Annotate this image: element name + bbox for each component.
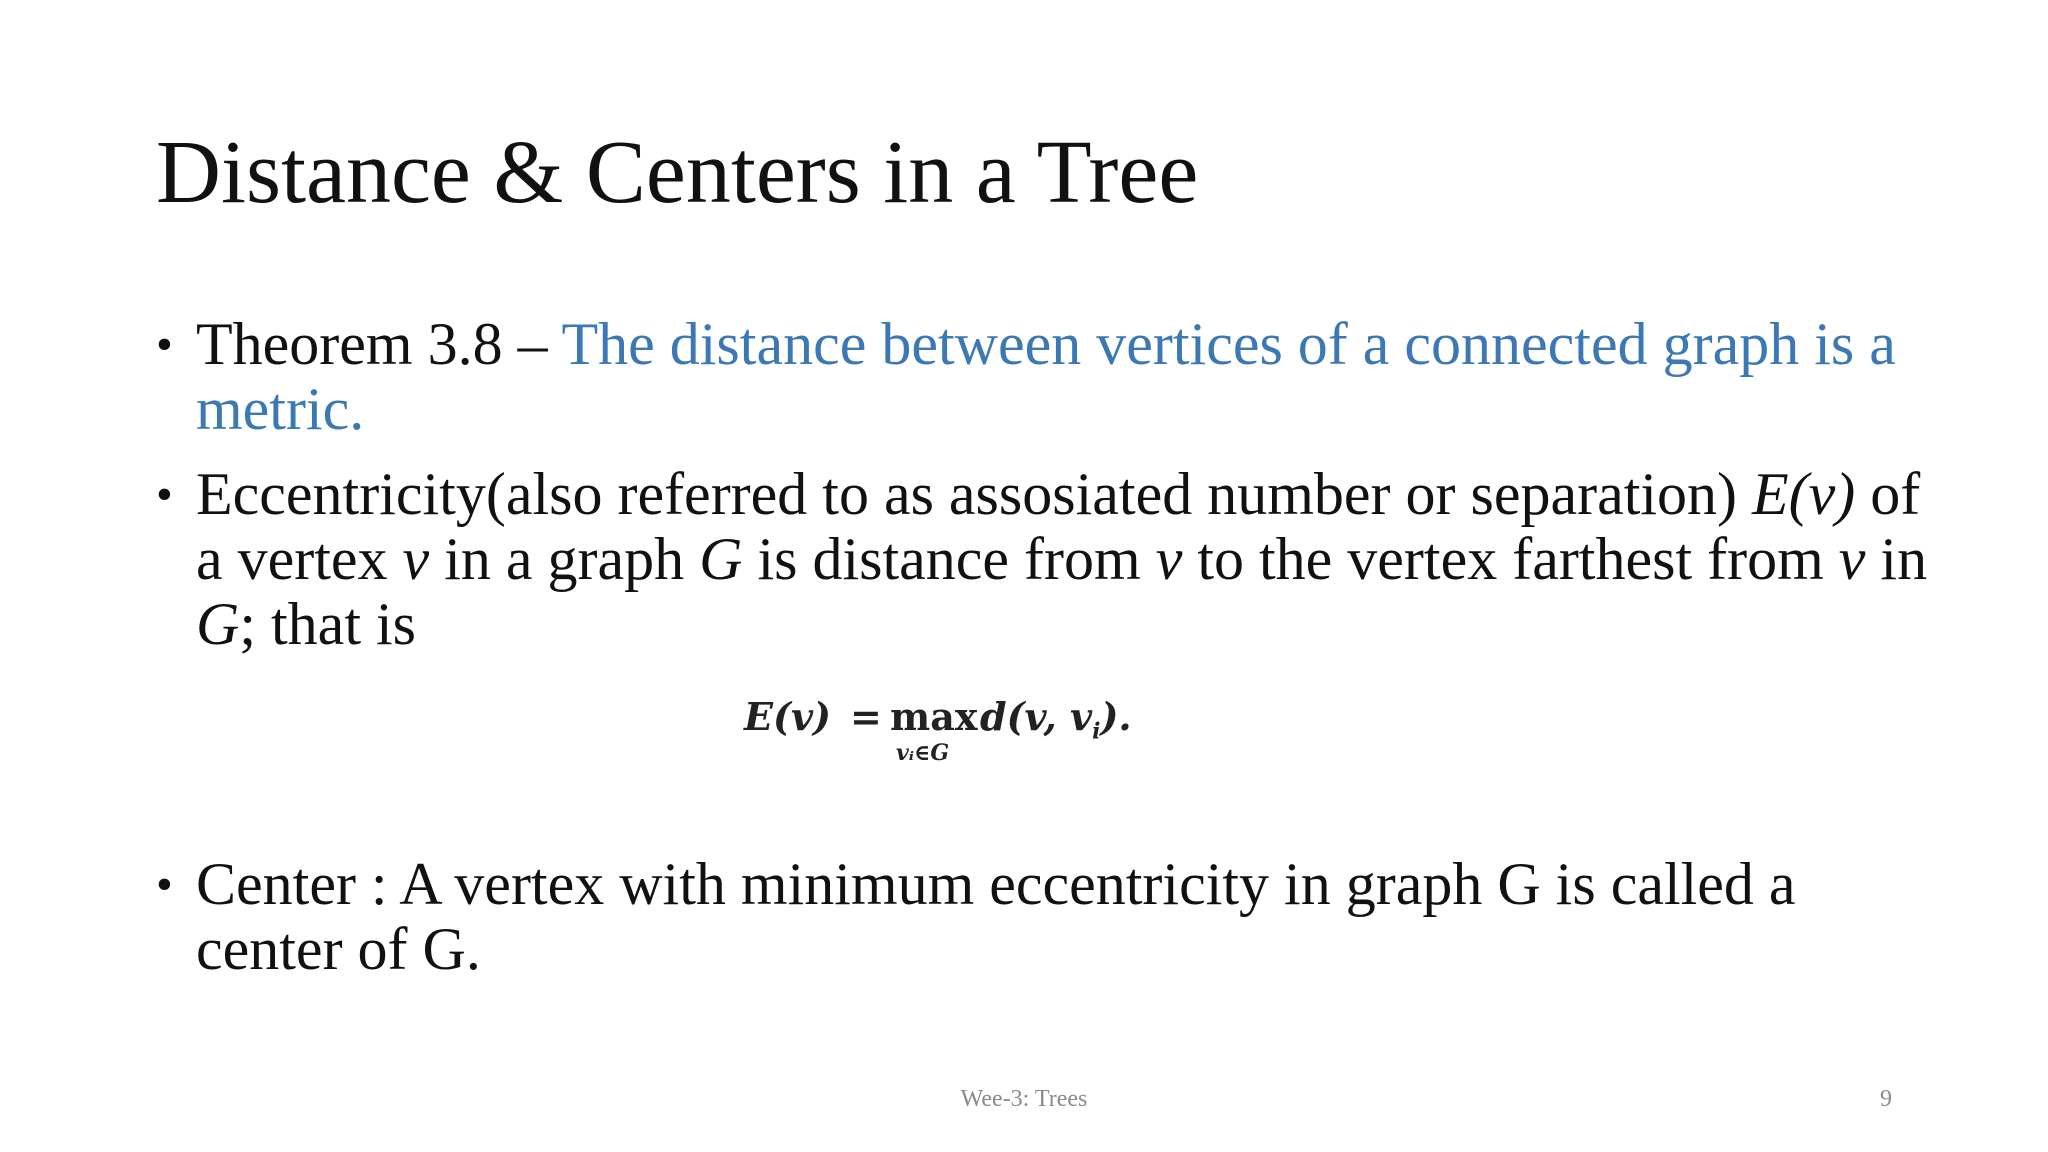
eccentricity-text: in: [1865, 526, 1928, 592]
footer-title: Wee-3: Trees: [960, 1086, 1088, 1112]
bullet-dot: •: [156, 468, 173, 521]
eccentricity-text: ; that is: [239, 591, 417, 657]
theorem-label: Theorem 3.8 –: [196, 311, 562, 377]
bullet-theorem: [150, 312, 1950, 442]
vertex-symbol: v: [402, 526, 430, 592]
bullet-dot: •: [156, 318, 173, 371]
theorem-statement: The distance between vertices of a connected graph is a metric.: [196, 311, 1896, 442]
formula-rhs-end: ).: [1100, 694, 1132, 739]
bullet-eccentricity: [150, 462, 1950, 657]
graph-symbol: G: [699, 526, 743, 592]
formula-max: max: [890, 694, 978, 739]
eccentricity-text: in a graph: [429, 526, 700, 592]
eccentricity-symbol: E(v): [1752, 461, 1856, 527]
vertex-symbol: v: [1155, 526, 1183, 592]
formula-rhs-main: d(v, v: [980, 694, 1093, 739]
bullet-list-lower: [150, 852, 1950, 982]
formula-equals: =: [850, 694, 882, 739]
eccentricity-text: to the vertex farthest from: [1182, 526, 1839, 592]
formula-rhs-sub: i: [1092, 718, 1101, 745]
formula-rhs: [980, 694, 1132, 745]
eccentricity-text: of a vertex: [196, 461, 1921, 592]
eccentricity-text: is distance from: [742, 526, 1156, 592]
formula-lhs: E(v): [744, 694, 832, 739]
bullet-dot: •: [156, 858, 173, 911]
page-number: 9: [1880, 1086, 1892, 1112]
vertex-symbol: v: [1838, 526, 1866, 592]
eccentricity-text: Eccentricity(also referred to as assosiated number or separation): [196, 461, 1753, 527]
slide-title: Distance & Centers in a Tree: [156, 123, 1199, 222]
bullet-center: [150, 852, 1950, 982]
formula-subscript: vᵢ∈G: [896, 740, 950, 766]
bullet-list: [150, 312, 1950, 657]
center-definition: Center : A vertex with minimum eccentricity in graph G is called a center of G.: [196, 851, 1796, 982]
graph-symbol: G: [196, 591, 240, 657]
